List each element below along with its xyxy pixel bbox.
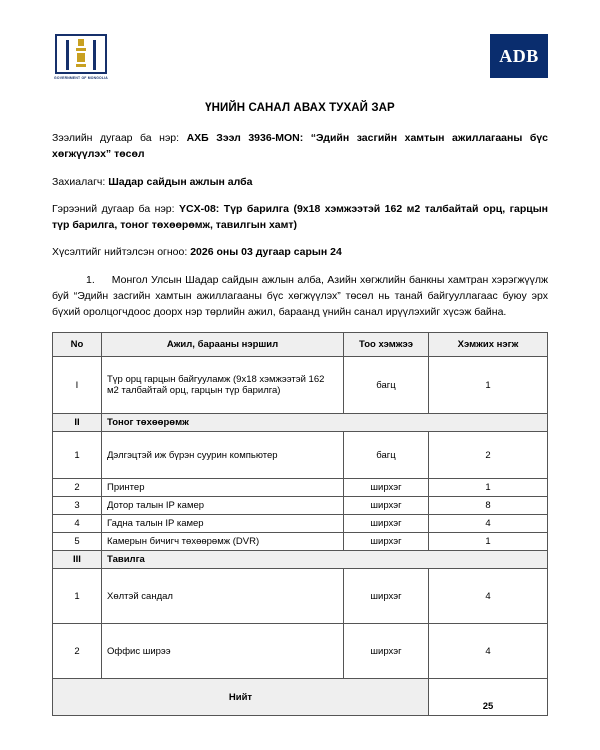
col-header-unit: Тоо хэмжээ [344, 333, 429, 357]
row-unit: ширхэг [344, 515, 429, 533]
row-name: Хөлтэй сандал [102, 569, 344, 624]
row-unit: ширхэг [344, 624, 429, 679]
col-header-name: Ажил, бараaны нэршил [102, 333, 344, 357]
mongolia-crest-icon [55, 34, 107, 74]
row-name: Гадна талын IP камер [102, 515, 344, 533]
field-employer [52, 174, 548, 190]
row-no: 2 [53, 624, 102, 679]
row-unit: ширхэг [344, 479, 429, 497]
row-unit: ширхэг [344, 497, 429, 515]
row-no: 3 [53, 497, 102, 515]
table-row [53, 497, 548, 515]
row-name: Түр орц гарцын байгууламж (9х18 хэмжээтэй 162 м2 талбайтай орц, гарцын түр барилга) [102, 357, 344, 414]
total-value: 25 [429, 679, 548, 716]
total-label: Нийт [53, 679, 429, 716]
row-name: Камерын бичигч төхөөрөмж (DVR) [102, 533, 344, 551]
intro-paragraph-number: 1. [86, 273, 95, 286]
row-no: I [53, 357, 102, 414]
row-name: Оффис ширээ [102, 624, 344, 679]
col-header-qty: Хэмжих нэгж [429, 333, 548, 357]
table-row [53, 432, 548, 479]
field-contract-label: Гэрээний дугаар ба нэр: [52, 202, 175, 215]
row-unit: ширхэг [344, 533, 429, 551]
field-employer-value: Шадар сайдын ажлын алба [108, 175, 253, 188]
row-no: 1 [53, 569, 102, 624]
table-row [53, 569, 548, 624]
row-qty: 1 [429, 357, 548, 414]
gov-logo-caption: GOVERNMENT OF MONGOLIA [54, 76, 108, 80]
row-qty: 2 [429, 432, 548, 479]
table-section-row [53, 551, 548, 569]
field-date-value: 2026 оны 03 дугаар сарын 24 [190, 246, 342, 259]
col-header-no: No [53, 333, 102, 357]
field-loan-value: АХБ Зээл 3936-MON: “Эдийн засгийн хамтын ажиллагааны бүс хөгжүүлэх” төсөл [52, 132, 549, 161]
intro-paragraph-text: Монгол Улсын Шадар сайдын ажлын алба, Азийн хөгжлийн банкны хамтран хэрэгжүүлж буй “Эдийн засгийн хамтын ажиллагааны бүс хөгжүүлэх” төсөл нь танай байгууллагаас буюу эрх бүхий оролцогчдоос доорх нэр төрлийн ажил, бараанд үнийн санал ирүүлэхийг хүсэж байна. [52, 273, 548, 319]
row-no: 2 [53, 479, 102, 497]
table-total-row [53, 679, 548, 716]
section-name: Тоног төхөөрөмж [102, 414, 548, 432]
row-qty: 1 [429, 533, 548, 551]
adb-logo: ADB [490, 34, 548, 78]
intro-paragraph [52, 272, 548, 321]
items-table-body [53, 357, 548, 716]
section-no: II [53, 414, 102, 432]
section-name: Тавилга [102, 551, 548, 569]
items-table-head [53, 333, 548, 357]
section-no: III [53, 551, 102, 569]
row-no: 4 [53, 515, 102, 533]
table-header-row [53, 333, 548, 357]
table-row [53, 515, 548, 533]
table-row [53, 479, 548, 497]
row-qty: 4 [429, 624, 548, 679]
row-name: Дотор талын IP камер [102, 497, 344, 515]
field-loan-label: Зээлийн дугаар ба нэр: [52, 132, 180, 144]
government-of-mongolia-logo [52, 34, 110, 81]
row-qty: 4 [429, 569, 548, 624]
row-qty: 1 [429, 479, 548, 497]
field-contract [52, 201, 548, 234]
table-section-row [53, 414, 548, 432]
row-unit: ширхэг [344, 569, 429, 624]
row-name: Дэлгэцтэй иж бүрэн суурин компьютер [102, 432, 344, 479]
row-no: 1 [53, 432, 102, 479]
table-row [53, 357, 548, 414]
row-no: 5 [53, 533, 102, 551]
page-title: ҮНИЙН САНАЛ АВАХ ТУХАЙ ЗАР [205, 102, 395, 114]
row-unit: багц [344, 432, 429, 479]
field-employer-label: Захиалагч: [52, 175, 106, 188]
field-contract-value: YCX-08: Түр барилга (9х18 хэмжээтэй 162 м2 талбайтай орц, гарцын түр барилга, тоног төхөөрөмж, тавилгын хамт) [52, 202, 549, 232]
row-qty: 8 [429, 497, 548, 515]
field-date [52, 244, 548, 260]
table-row [53, 533, 548, 551]
field-date-label: Хүсэлтийг нийтэлсэн огноо: [52, 246, 188, 259]
logo-row [52, 34, 548, 90]
items-table [52, 332, 548, 716]
row-name: Принтер [102, 479, 344, 497]
field-loan [52, 130, 548, 163]
row-unit: багц [344, 357, 429, 414]
table-row [53, 624, 548, 679]
row-qty: 4 [429, 515, 548, 533]
